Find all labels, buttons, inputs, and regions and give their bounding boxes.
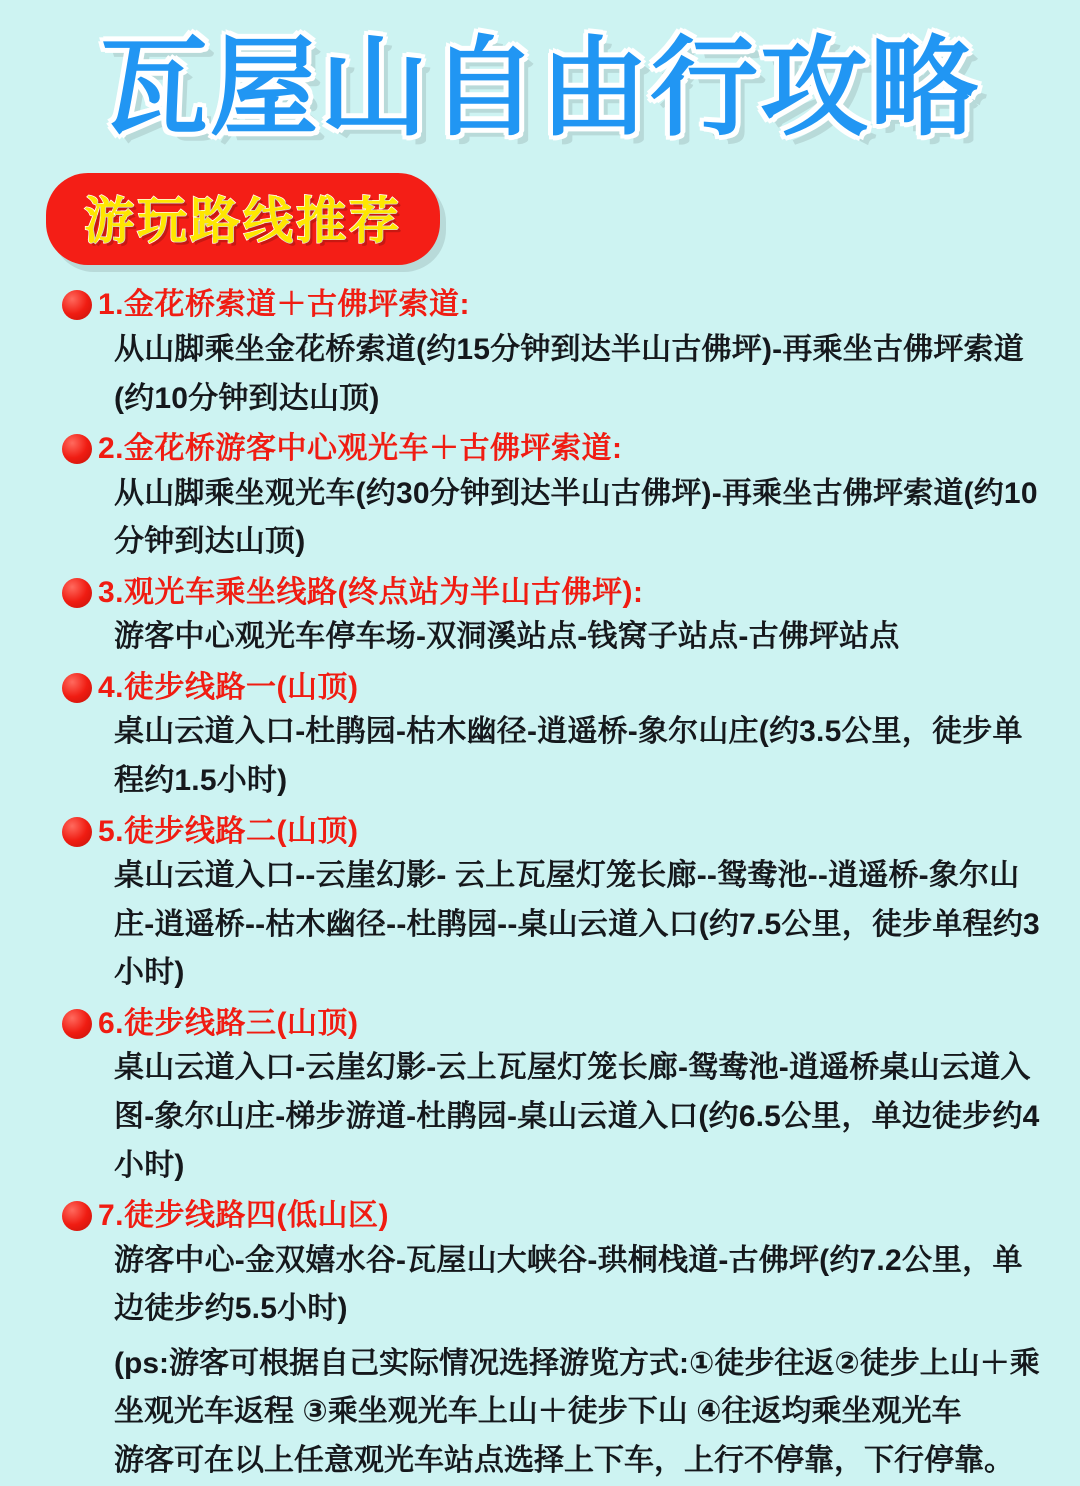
page-title: 瓦屋山自由行攻略 <box>99 27 980 148</box>
red-dot-icon <box>62 673 92 703</box>
route-list <box>28 285 1052 1485</box>
route-heading: 6.徒步线路三(山顶) <box>98 1006 359 1040</box>
route-description: 桌山云道入口-杜鹃园-枯木幽径-逍遥桥-象尔山庄(约3.5公里，徒步单程约1.5小时) <box>114 715 1023 797</box>
route-heading-row <box>62 1004 1052 1045</box>
route-description: 从山脚乘坐金花桥索道(约15分钟到达半山古佛坪)-再乘坐古佛坪索道(约10分钟到达山顶) <box>114 332 1024 415</box>
notes-block <box>114 1340 1042 1486</box>
list-item <box>28 668 1052 806</box>
route-heading-row <box>62 1196 1052 1237</box>
note-line: 游客可在以上任意观光车站点选择上下车，上行不停靠，下行停靠。 <box>114 1444 1014 1478</box>
route-heading-row <box>62 285 1052 326</box>
route-heading-row <box>62 812 1052 853</box>
route-heading: 1.金花桥索道＋古佛坪索道: <box>98 288 471 322</box>
red-dot-icon <box>62 1201 92 1231</box>
route-description: 游客中心观光车停车场-双洞溪站点-钱窝子站点-古佛坪站点 <box>114 620 900 654</box>
route-heading-row <box>62 668 1052 709</box>
section-banner <box>46 173 440 265</box>
route-heading: 5.徒步线路二(山顶) <box>98 814 359 848</box>
list-item <box>28 1004 1052 1190</box>
route-description: 游客中心-金双嬉水谷-瓦屋山大峡谷-珙桐栈道-古佛坪(约7.2公里，单边徒步约5.5小时) <box>114 1243 1023 1326</box>
route-heading: 2.金花桥游客中心观光车＋古佛坪索道: <box>98 432 623 466</box>
route-heading: 7.徒步线路四(低山区) <box>98 1199 389 1233</box>
red-dot-icon <box>62 1009 92 1039</box>
route-description: 从山脚乘坐观光车(约30分钟到达半山古佛坪)-再乘坐古佛坪索道(约10分钟到达山顶) <box>114 476 1038 559</box>
route-description: 桌山云道入口--云崖幻影- 云上瓦屋灯笼长廊--鸳鸯池--逍遥桥-象尔山庄-逍遥桥--枯木幽径--杜鹃园--桌山云道入口(约7.5公里，徒步单程约3小时) <box>114 859 1040 990</box>
red-dot-icon <box>62 434 92 464</box>
route-heading-row <box>62 573 1052 614</box>
route-heading: 3.观光车乘坐线路(终点站为半山古佛坪): <box>98 575 644 609</box>
route-heading-row <box>62 429 1052 470</box>
red-dot-icon <box>62 290 92 320</box>
section-banner-label: 游玩路线推荐 <box>84 193 402 250</box>
route-heading: 4.徒步线路一(山顶) <box>98 670 359 704</box>
list-item <box>28 573 1052 662</box>
route-description: 桌山云道入口-云崖幻影-云上瓦屋灯笼长廊-鸳鸯池-逍遥桥桌山云道入图-象尔山庄-梯步游道-杜鹃园-桌山云道入口(约6.5公里，单边徒步约4小时) <box>114 1051 1040 1182</box>
list-item <box>28 429 1052 567</box>
red-dot-icon <box>62 817 92 847</box>
red-dot-icon <box>62 578 92 608</box>
section-banner-wrapper <box>46 173 1052 265</box>
list-item <box>28 812 1052 998</box>
list-item <box>28 1196 1052 1334</box>
list-item <box>28 285 1052 423</box>
note-line: (ps:游客可根据自己实际情况选择游览方式:①徒步往返②徒步上山＋乘坐观光车返程 ③乘坐观光车上山＋徒步下山 ④往返均乘坐观光车 <box>114 1346 1040 1429</box>
